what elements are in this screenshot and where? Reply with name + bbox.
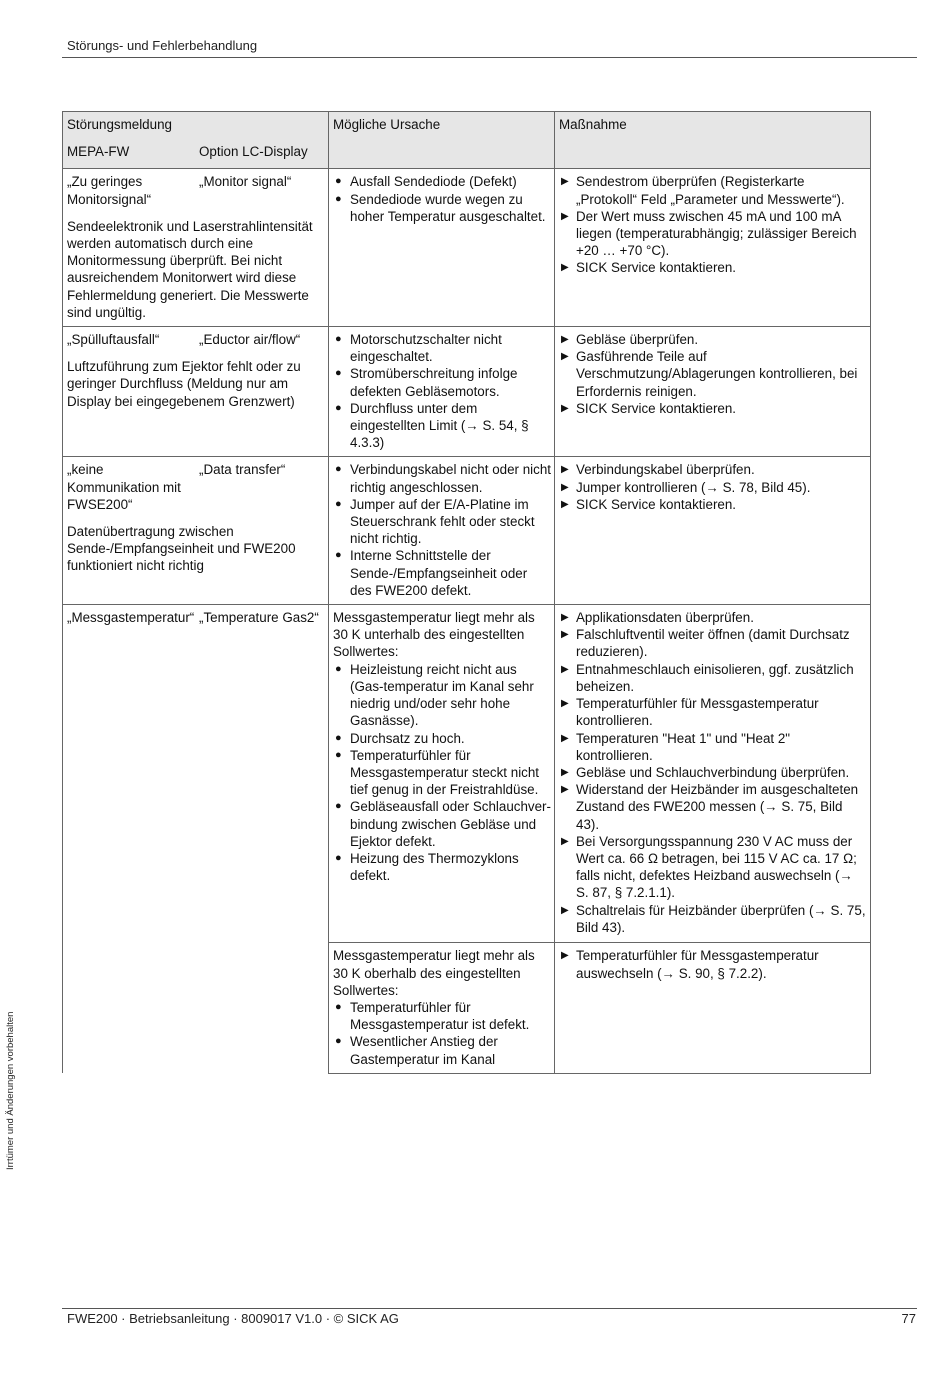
action-item: ▶ Gasführende Teile auf Verschmutzung/Ablagerungen kontrollieren, bei Erfordernis reinigen. — [559, 348, 867, 400]
page-header-title: Störungs- und Fehlerbehandlung — [67, 38, 258, 53]
message-cell — [63, 327, 329, 457]
message-cell — [63, 605, 329, 1074]
cause-cell — [329, 169, 555, 327]
header-lcd: Option LC-Display — [199, 144, 308, 160]
action-item: ▶ Applikationsdaten überprüfen. — [559, 609, 867, 626]
action-item: ▶ SICK Service kontaktieren. — [559, 496, 867, 513]
action-item: ▶ Der Wert muss zwischen 45 mA und 100 mA liegen (temperaturabhängig; zulässiger Bereich +20 … +70 °C). — [559, 208, 867, 260]
cause-cell — [329, 605, 555, 943]
mepa-message: „keine Kommunikation mit FWSE200“ — [67, 462, 181, 512]
cause-item: ● Ausfall Sendediode (Defekt) — [333, 173, 551, 190]
message-description: Luftzuführung zum Ejektor fehlt oder zu geringer Durchfluss (Meldung nur am Display bei eingegebenem Grenzwert) — [67, 359, 301, 409]
mepa-message: „Spülluftausfall“ — [67, 332, 160, 348]
lcd-message: „Monitor signal“ — [199, 174, 292, 190]
table-row — [63, 457, 871, 605]
message-cell — [63, 457, 329, 605]
cause-item: ● Sendediode wurde wegen zu hoher Temperatur ausgeschaltet. — [333, 191, 551, 225]
cause-item: ● Wesentlicher Anstieg der Gastemperatur im Kanal — [333, 1033, 551, 1067]
header-divider — [62, 57, 917, 58]
footer-divider — [62, 1308, 917, 1309]
cause-item: ● Interne Schnittstelle der Sende-/Empfangseinheit oder des FWE200 defekt. — [333, 547, 551, 599]
action-item: ▶ SICK Service kontaktieren. — [559, 400, 867, 417]
mepa-message: „Messgastemperatur“ — [67, 610, 195, 626]
lcd-message: „Temperature Gas2“ — [199, 610, 319, 626]
table-row — [63, 327, 871, 457]
cause-item: ● Temperaturfühler für Messgastemperatur steckt nicht tief genug in der Freistrahldüse. — [333, 747, 551, 799]
action-cell — [555, 169, 871, 327]
header-cause: Mögliche Ursache — [329, 112, 555, 169]
action-cell — [555, 457, 871, 605]
table-row — [63, 169, 871, 327]
cause-item: ● Motorschutzschalter nicht eingeschaltet. — [333, 331, 551, 365]
cause-lead: Messgastemperatur liegt mehr als 30 K oberhalb des eingestellten Sollwertes: — [333, 948, 535, 998]
action-item: ▶ Bei Versorgungsspannung 230 V AC muss der Wert ca. 66 Ω betragen, bei 115 V AC ca. 17 Ω; falls nicht, defektes Heizband auswechseln (→ S. 87, § 7.2.1.1). — [559, 833, 867, 902]
cause-cell — [329, 327, 555, 457]
cause-cell — [329, 457, 555, 605]
action-item: ▶ Schaltrelais für Heizbänder überprüfen (→ S. 75, Bild 43). — [559, 902, 867, 936]
cause-item: ● Heizung des Thermozyklons defekt. — [333, 850, 551, 884]
cause-item: ● Durchsatz zu hoch. — [333, 730, 551, 747]
action-item: ▶ Falschluftventil weiter öffnen (damit Durchsatz reduzieren). — [559, 626, 867, 660]
cause-item: ● Gebläseausfall oder Schlauchver-bindung zwischen Gebläse und Ejektor defekt. — [333, 798, 551, 850]
header-mepa: MEPA-FW — [67, 144, 130, 160]
action-item: ▶ Gebläse überprüfen. — [559, 331, 867, 348]
action-item: ▶ Temperaturfühler für Messgastemperatur auswechseln (→ S. 90, § 7.2.2). — [559, 947, 867, 981]
cause-item: ● Temperaturfühler für Messgastemperatur ist defekt. — [333, 999, 551, 1033]
cause-lead: Messgastemperatur liegt mehr als 30 K unterhalb des eingestellten Sollwertes: — [333, 610, 535, 660]
message-description: Datenübertragung zwischen Sende-/Empfangseinheit und FWE200 funktioniert nicht richtig — [67, 524, 296, 574]
table-header-row — [63, 112, 871, 169]
page-number: 77 — [901, 1311, 916, 1326]
action-cell — [555, 327, 871, 457]
action-cell — [555, 943, 871, 1073]
action-item: ▶ Sendestrom überprüfen (Registerkarte „Protokoll“ Feld „Parameter und Messwerte“). — [559, 173, 867, 207]
action-item: ▶ Gebläse und Schlauchverbindung überprüfen. — [559, 764, 867, 781]
action-item: ▶ Entnahmeschlauch einisolieren, ggf. zusätzlich beheizen. — [559, 661, 867, 695]
lcd-message: „Data transfer“ — [199, 462, 286, 478]
action-cell — [555, 605, 871, 943]
cause-item: ● Durchfluss unter dem eingestellten Limit (→ S. 54, § 4.3.3) — [333, 400, 551, 452]
table-row — [63, 605, 871, 943]
header-action: Maßnahme — [555, 112, 871, 169]
message-cell — [63, 169, 329, 327]
message-description: Sendeelektronik und Laserstrahlintensität werden automatisch durch eine Monitormessung überprüft. Bei nicht ausreichendem Monitorwert wird diese Fehlermeldung generiert. Die Messwerte sind ungültig. — [67, 218, 313, 320]
header-message: Störungsmeldung MEPA-FW Option LC-Display — [63, 112, 329, 169]
action-item: ▶ Temperaturen "Heat 1" und "Heat 2" kontrollieren. — [559, 730, 867, 764]
mepa-message: „Zu geringes Monitorsignal“ — [67, 174, 152, 207]
cause-cell — [329, 943, 555, 1073]
footer-text: FWE200 · Betriebsanleitung · 8009017 V1.0 · © SICK AG — [67, 1311, 399, 1326]
cause-item: ● Heizleistung reicht nicht aus (Gas-temperatur im Kanal sehr niedrig und/oder sehr hohe Gasnässe). — [333, 661, 551, 730]
lcd-message: „Eductor air/flow“ — [199, 332, 301, 348]
action-item: ▶ Temperaturfühler für Messgastemperatur kontrollieren. — [559, 695, 867, 729]
cause-item: ● Jumper auf der E/A-Platine im Steuerschrank fehlt oder steckt nicht richtig. — [333, 496, 551, 548]
action-item: ▶ Jumper kontrollieren (→ S. 78, Bild 45). — [559, 479, 867, 496]
cause-item: ● Stromüberschreitung infolge defekten Gebläsemotors. — [333, 365, 551, 399]
action-item: ▶ Widerstand der Heizbänder im ausgeschalteten Zustand des FWE200 messen (→ S. 75, Bild 43). — [559, 781, 867, 833]
action-item: ▶ SICK Service kontaktieren. — [559, 259, 867, 276]
action-item: ▶ Verbindungskabel überprüfen. — [559, 461, 867, 478]
cause-item: ● Verbindungskabel nicht oder nicht richtig angeschlossen. — [333, 461, 551, 495]
side-note: Irrtümer und Änderungen vorbehalten — [5, 1011, 16, 1170]
fault-table — [62, 111, 871, 1074]
